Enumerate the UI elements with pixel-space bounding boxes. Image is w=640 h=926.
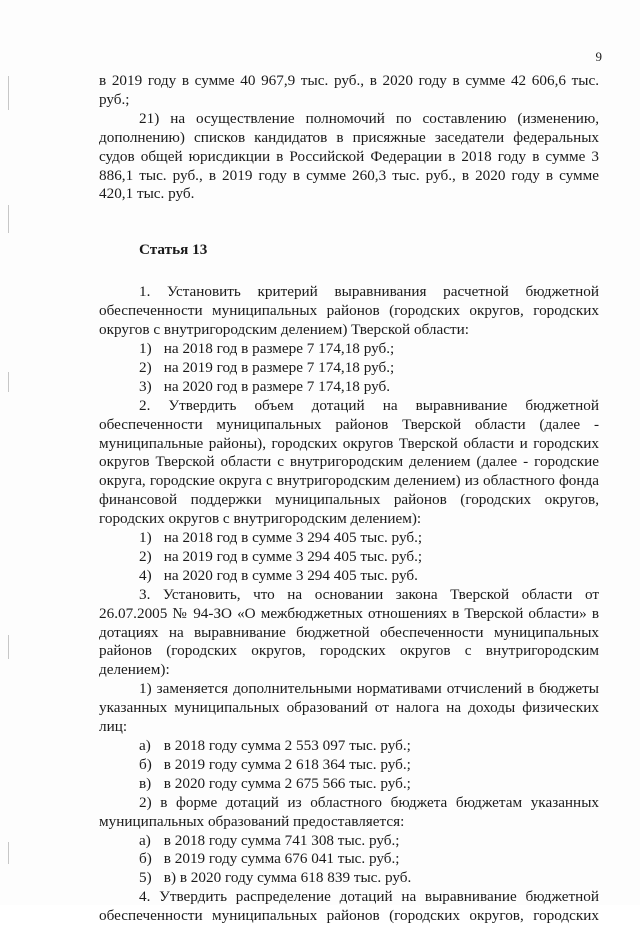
paragraph-3-1-list xyxy=(99,737,599,794)
list-item: 4) на 2020 год в сумме 3 294 405 тыс. руб. xyxy=(139,566,418,584)
document-body xyxy=(99,72,599,926)
list-item: б) в 2019 году сумма 676 041 тыс. руб.; xyxy=(139,850,400,868)
list-item: а) в 2018 году сумма 741 308 тыс. руб.; xyxy=(139,831,400,849)
paragraph-4: 4. Утвердить распределение дотаций на выравнивание бюджетной обеспеченности муниципальных районов (городских округов, городских xyxy=(99,888,599,925)
scan-edge-mark xyxy=(8,635,9,659)
list-item: 2) на 2019 год в размере 7 174,18 руб.; xyxy=(139,358,395,376)
page-number: 9 xyxy=(595,49,602,64)
list-item: б) в 2019 году сумма 2 618 364 тыс. руб.; xyxy=(139,755,411,773)
list-item: 1) на 2018 год в сумме 3 294 405 тыс. руб.; xyxy=(139,529,423,547)
scan-edge-mark xyxy=(8,205,9,233)
list-item: 5) в) в 2020 году сумма 618 839 тыс. руб. xyxy=(139,869,412,887)
paragraph-3: 3. Установить, что на основании закона Тверской области от 26.07.2005 № 94-ЗО «О межбюджетных отношениях в Тверской области» в дотациях на выравнивание бюджетной обеспеченности муниципальных районов (городских округов, городских округов с внутригородским делением): xyxy=(99,585,599,679)
paragraph-3-2: 2) в форме дотаций из областного бюджета бюджетам указанных муниципальных образований предоставляется: xyxy=(99,793,599,830)
scan-edge-mark xyxy=(8,372,9,392)
list-item: а) в 2018 году сумма 2 553 097 тыс. руб.; xyxy=(139,737,411,754)
paragraph-3-1: 1) заменяется дополнительными нормативами отчислений в бюджеты указанных муниципальных образований от налога на доходы физических лиц: xyxy=(99,680,599,736)
article-heading: Статья 13 xyxy=(139,241,208,259)
paragraph-1: 1. Установить критерий выравнивания расчетной бюджетной обеспеченности муниципальных районов (городских округов, городских округов с внутригородским делением) Тверской области: xyxy=(99,283,599,339)
paragraph-3-2-list xyxy=(99,832,599,889)
item-21-paragraph: 21) на осуществление полномочий по составлению (изменению, дополнению) списков кандидатов в присяжные заседатели федеральных судов общей юрисдикции в Российской Федерации в 2018 году в сумме 3 886,1 тыс. руб., в 2019 году в сумме 260,3 тыс. руб., в 2020 году в сумме 420,1 тыс. руб. xyxy=(99,109,599,203)
list-item: 1) на 2018 год в размере 7 174,18 руб.; xyxy=(139,339,395,357)
list-item: 2) на 2019 год в сумме 3 294 405 тыс. руб.; xyxy=(139,547,423,565)
continuation-paragraph: в 2019 году в сумме 40 967,9 тыс. руб., в 2020 году в сумме 42 606,6 тыс. руб.; xyxy=(99,72,599,108)
paragraph-1-list xyxy=(99,340,599,397)
paragraph-2-list xyxy=(99,529,599,586)
scan-edge-mark xyxy=(8,76,9,110)
list-item: в) в 2020 году сумма 2 675 566 тыс. руб.; xyxy=(139,774,411,792)
scan-edge-mark xyxy=(8,842,9,864)
list-item: 3) на 2020 год в размере 7 174,18 руб. xyxy=(139,377,390,395)
paragraph-2: 2. Утвердить объем дотаций на выравнивание бюджетной обеспеченности муниципальных районов Тверской области (далее - муниципальные районы), городских округов Тверской области и городских округов Тверской области с внутригородским делением (далее - городские округа, городские округа с внутригородским делением) из областного фонда финансовой поддержки муниципальных районов (городских округов, городских округов с внутригородским делением): xyxy=(99,396,599,528)
